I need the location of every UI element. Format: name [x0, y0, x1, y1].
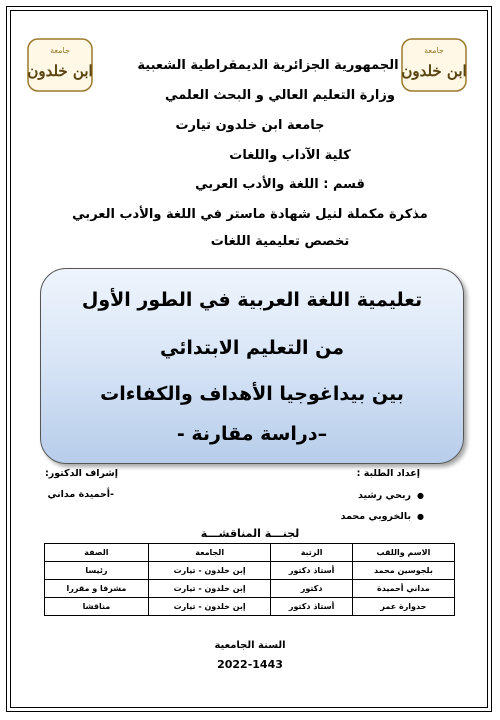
- column-header: الصفة: [45, 544, 149, 562]
- table-cell: مداني أحميدة: [352, 580, 454, 598]
- table-row: [45, 580, 455, 598]
- republic-line: الجمهورية الجزائرية الديمقراطية الشعبية: [137, 58, 399, 73]
- table-header-row: [45, 544, 455, 562]
- faculty-line: كلية الآداب واللغات: [229, 148, 351, 163]
- table-cell: مشرفا و مقررا: [45, 580, 149, 598]
- column-header: الاسم واللقب: [352, 544, 454, 562]
- student-name-2: ●بالخروبي محمد: [340, 511, 424, 522]
- title-line-4: –دراسة مقارنة -: [176, 423, 328, 445]
- table-cell: أستاذ دكتور: [271, 598, 352, 616]
- bullet-icon: ●: [417, 491, 424, 500]
- logo-top-text: جامعة: [50, 46, 70, 55]
- table-cell: حدوارة عمر: [352, 598, 454, 616]
- supervisor-name: -أحميدة مداني: [47, 489, 114, 500]
- title-line-1: تعليمية اللغة العربية في الطور الأول: [81, 289, 423, 311]
- table-cell: إبن خلدون - تيارت: [148, 580, 271, 598]
- students-label: إعداد الطلبة :: [356, 468, 420, 479]
- table-cell: رئيسا: [45, 562, 149, 580]
- table-cell: إبن خلدون - تيارت: [148, 598, 271, 616]
- column-header: الجامعة: [148, 544, 271, 562]
- bullet-icon: ●: [417, 512, 424, 521]
- table-row: [45, 562, 455, 580]
- committee-title: لجنـــة المناقشـــة: [200, 527, 300, 540]
- memo-line: مذكرة مكملة لنيل شهادة ماستر في اللغة والأدب العربي: [72, 207, 428, 222]
- column-header: الرتبة: [271, 544, 352, 562]
- logo-top-text: جامعة: [424, 46, 444, 55]
- academic-year-value: 2022-1443: [217, 658, 283, 671]
- title-box: [40, 268, 464, 464]
- committee-table: [44, 543, 455, 616]
- ministry-line: وزارة التعليم العالي و البحث العلمي: [165, 88, 395, 103]
- table-cell: إبن خلدون - تيارت: [148, 562, 271, 580]
- table-cell: أستاذ دكتور: [271, 562, 352, 580]
- supervisor-label: إشراف الدكتور:: [44, 468, 118, 479]
- specialty-line: تخصص تعليمية اللغات: [210, 234, 350, 249]
- table-cell: دكتور: [271, 580, 352, 598]
- table-cell: بلجوسين محمد: [352, 562, 454, 580]
- logo-name: ابن خلدون: [27, 62, 93, 80]
- department-line: قسم : اللغة والأدب العربي: [195, 177, 365, 192]
- university-line: جامعة ابن خلدون تيارت: [175, 118, 325, 133]
- logo-name: ابن خلدون: [401, 62, 467, 80]
- title-line-3: بين بيداغوجيا الأهداف والكفاءات: [100, 383, 404, 405]
- academic-year-label: السنة الجامعية: [214, 640, 286, 651]
- table-row: [45, 598, 455, 616]
- student-name-1: ●ربحي رشيد: [358, 490, 424, 501]
- title-line-2: من التعليم الابتدائي: [159, 337, 345, 359]
- table-cell: مناقشا: [45, 598, 149, 616]
